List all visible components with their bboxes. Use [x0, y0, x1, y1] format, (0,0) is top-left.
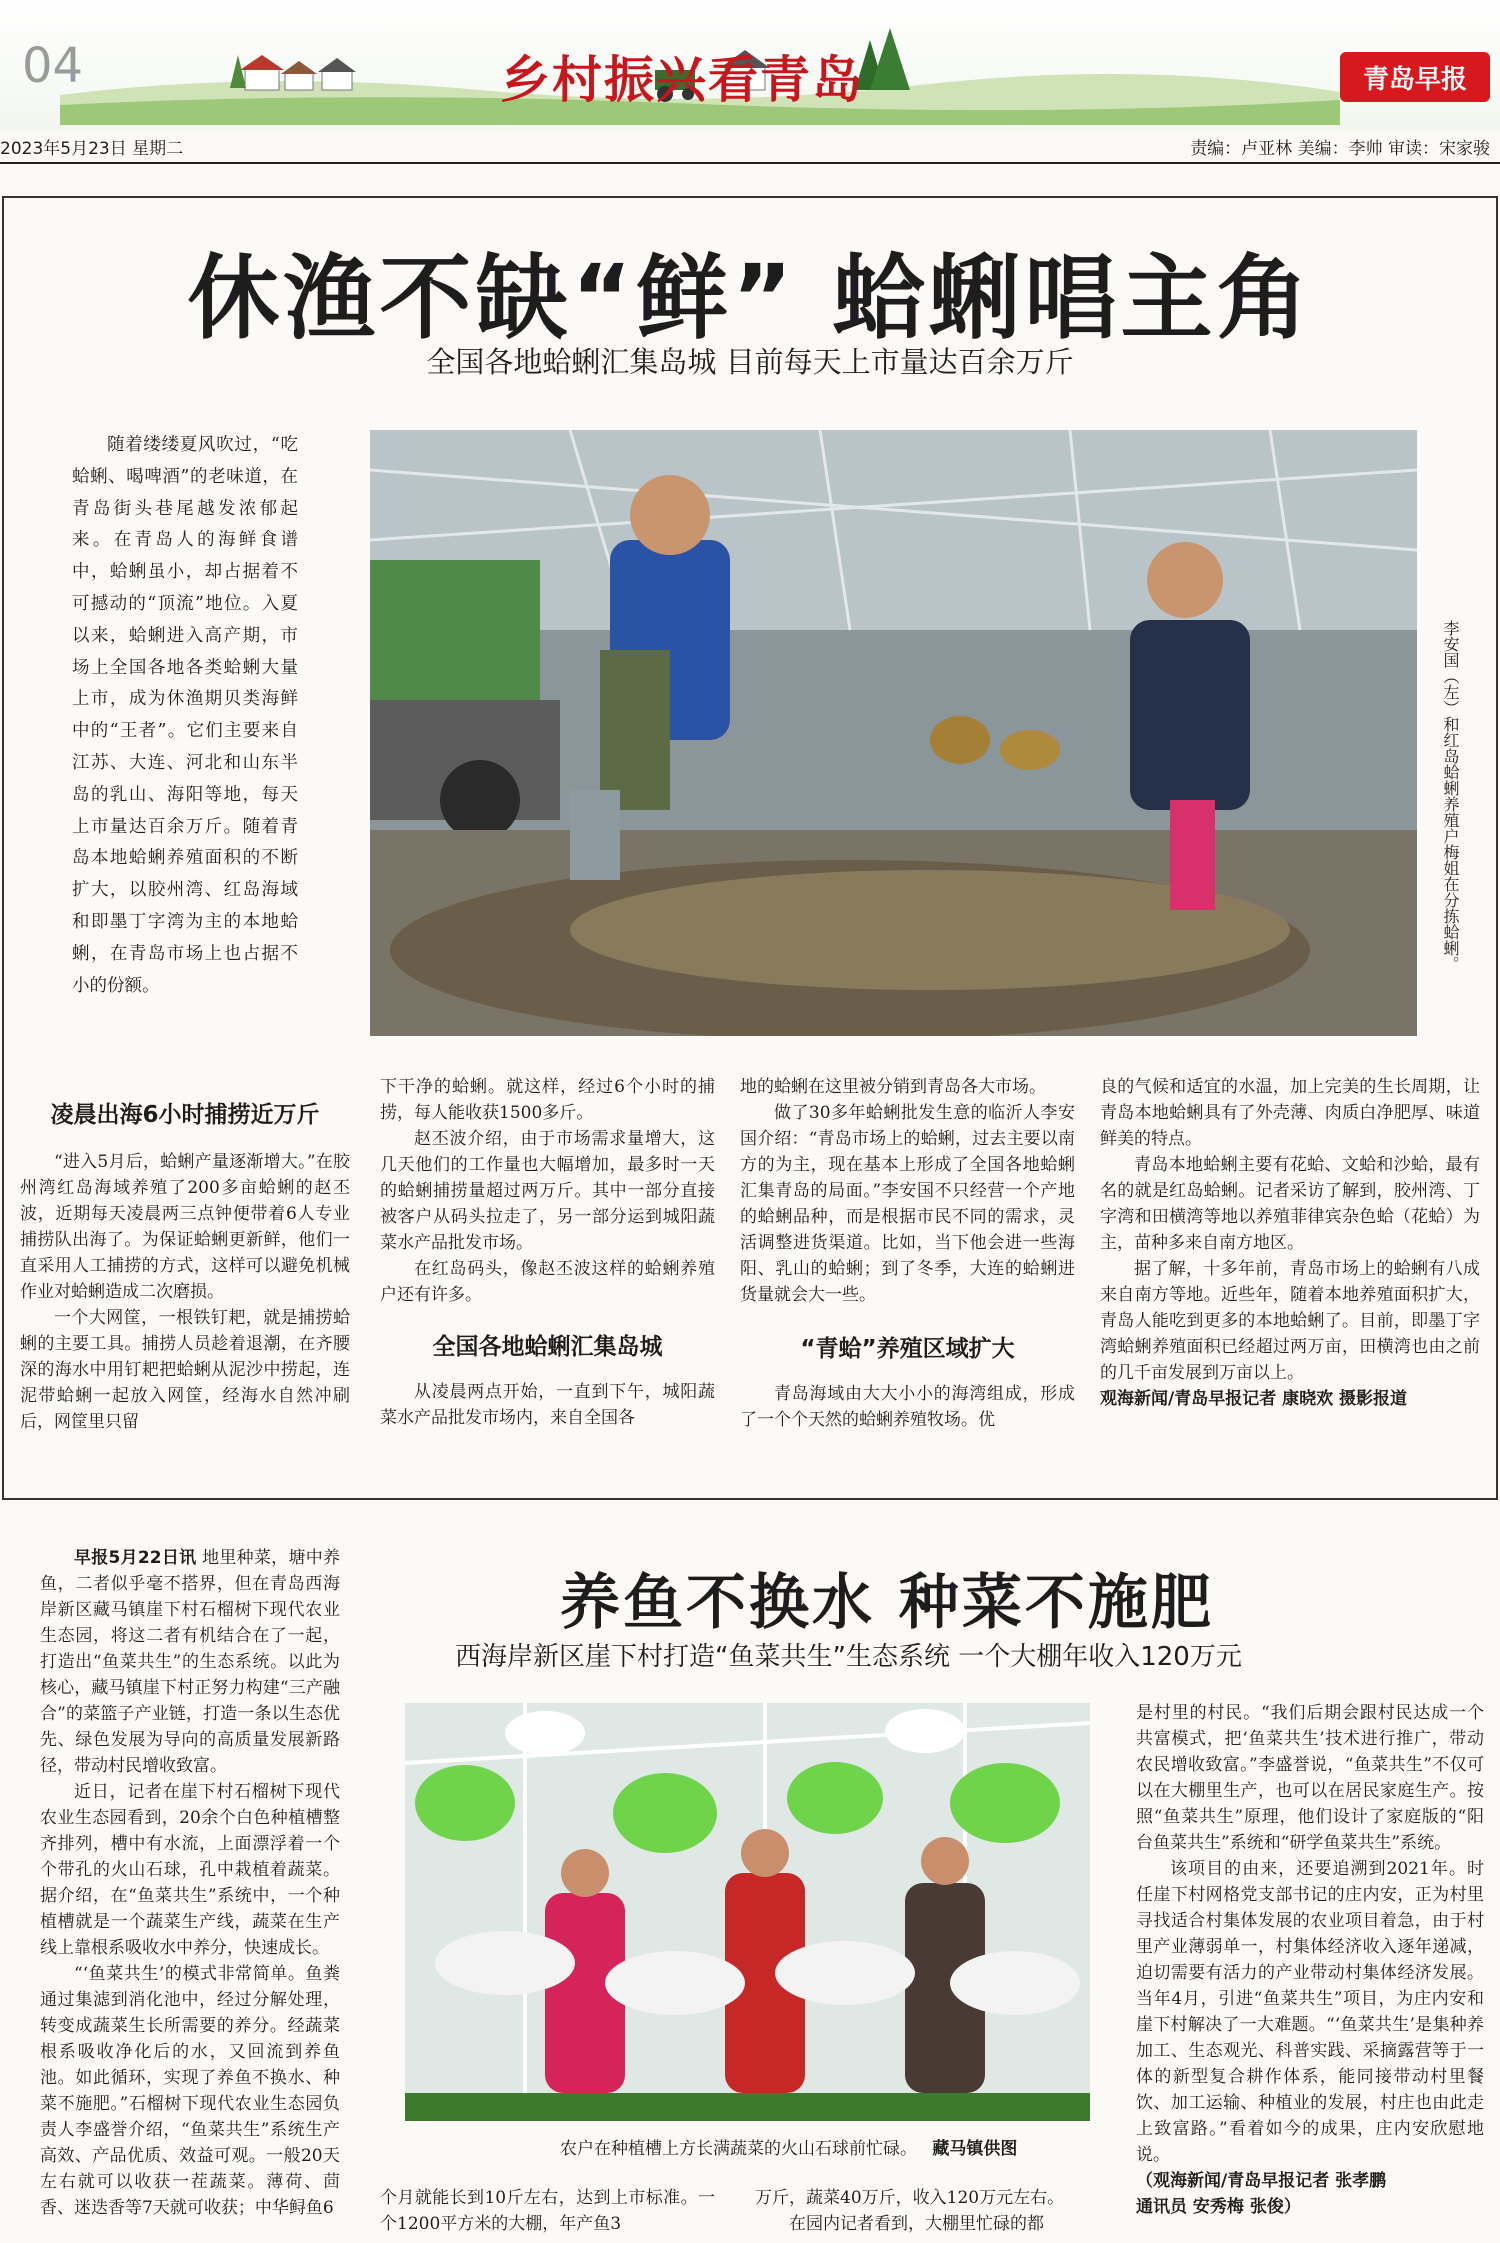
col2-body-bottom [380, 1379, 715, 1431]
col3-body-top [740, 1074, 1075, 1308]
col1-subhead: 凌晨出海6小时捕捞近万斤 [50, 1102, 320, 1128]
col1-paragraph-1: “进入5月后，蛤蜊产量逐渐增大。”在胶州湾红岛海域养殖了200多亩蛤蜊的赵丕波，近期每天凌晨两三点钟便带着6人专业捕捞队出海了。为保证蛤蜊更新鲜，他们一直采用人工捕捞的方式，这样可以避免机械作业对蛤蜊造成二次磨损。 [20, 1152, 350, 1302]
col2-paragraph-4: 从凌晨两点开始，一直到下午，城阳蔬菜水产品批发市场内，来自全国各 [380, 1382, 715, 1428]
story1-col4 [1100, 1074, 1480, 1412]
col3-paragraph-1: 地的蛤蜊在这里被分销到青岛各大市场。 [740, 1077, 1046, 1097]
story1-lead [72, 430, 298, 1002]
section-title: 乡村振兴看青岛 [500, 51, 864, 109]
story1-col2 [380, 1074, 715, 1431]
left-paragraph-2: 近日，记者在崖下村石榴树下现代农业生态园看到，20余个白色种植槽整齐排列，槽中有水流，上面漂浮着一个个带孔的火山石球，孔中栽植着蔬菜。据介绍，在“鱼菜共生”系统中，一个种植槽就是一个蔬菜生产线，蔬菜在生产线上靠根系吸收水中养分，快速成长。 [40, 1782, 340, 1958]
col3-subhead: “青蛤”养殖区域扩大 [800, 1336, 1015, 1362]
left-paragraph-3: “‘鱼菜共生’的模式非常简单。鱼粪通过集滤到消化池中，经过分解处理，转变成蔬菜生长所需要的养分。经蔬菜根系吸收净化后的水，又回流到养鱼池。如此循环，实现了养鱼不换水、种菜不施肥。”石榴树下现代农业生态园负责人李盛誉介绍，“鱼菜共生”系统生产高效、产品优质、效益可观。一般20天左右就可以收获一茬蔬菜。薄荷、茴香、迷迭香等7天就可收获；中华鲟鱼6 [40, 1964, 340, 2218]
story2-mid-col-b [755, 2185, 1090, 2237]
mid-paragraph-3: 在园内记者看到，大棚里忙碌的都 [789, 2214, 1044, 2234]
col4-paragraph-1: 良的气候和适宜的水温，加上完美的生长周期，让青岛本地蛤蜊具有了外壳薄、肉质白净肥厚、味道鲜美的特点。 [1100, 1077, 1480, 1149]
col2-paragraph-1: 下干净的蛤蜊。就这样，经过6个小时的捕捞，每人能收获1500多斤。 [380, 1077, 715, 1123]
story2-headline: 养鱼不换水 种菜不施肥 [560, 1568, 1214, 1638]
col4-paragraph-3: 据了解，十多年前，青岛市场上的蛤蜊有八成来自南方等地。近些年，随着本地养殖面积扩大，青岛人能吃到更多的本地蛤蜊了。目前，即墨丁字湾蛤蜊养殖面积已经超过两万亩，田横湾也由之前的几千亩发展到万亩以上。 [1100, 1259, 1480, 1383]
right-paragraph-2: 该项目的由来，还要追溯到2021年。时任崖下村网格党支部书记的庄内安，正为村里寻找适合村集体发展的农业项目着急，由于村里产业薄弱单一，村集体经济收入逐年递减，迫切需要有活力的产业带动村集体经济发展。当年4月，引进“鱼菜共生”项目，为庄内安和崖下村解决了一大难题。“‘鱼菜共生’是集种养加工、生态观光、科普实践、采摘露营等于一体的新型复合耕作体系，能同接带动村里餐饮、加工运输、种植业的发展，村庄也由此走上致富路。”看着如今的成果，庄内安欣慰地说。 [1136, 1859, 1484, 2165]
col3-paragraph-3: 青岛海域由大大小小的海湾组成，形成了一个个天然的蛤蜊养殖牧场。优 [740, 1384, 1075, 1430]
clam-market-photo [370, 430, 1417, 1036]
lead-paragraph: 随着缕缕夏风吹过，“吃蛤蜊、喝啤酒”的老味道，在青岛街头巷尾越发浓郁起来。在青岛人的海鲜食谱中，蛤蜊虽小，却占据着不可撼动的“顶流”地位。入夏以来，蛤蜊进入高产期，市场上全国各地各类蛤蜊大量上市，成为休渔期贝类海鲜中的“王者”。它们主要来自江苏、大连、河北和山东半岛的乳山、海阳等地，每天上市量达百余万斤。随着青岛本地蛤蜊养殖面积的不断扩大，以胶州湾、红岛海域和即墨丁字湾为主的本地蛤蜊，在青岛市场上也占据不小的份额。 [72, 435, 298, 996]
col4-body [1100, 1074, 1480, 1412]
greenhouse-photo [405, 1703, 1090, 2121]
left-paragraph-1: 地里种菜，塘中养鱼，二者似乎毫不搭界，但在青岛西海岸新区藏马镇崖下村石榴树下现代农业生态园，将这二者有机结合在了一起，打造出“鱼菜共生”的生态系统。以此为核心，藏马镇崖下村正努力构建“三产融合”的菜篮子产业链，打造一条以生态优先、绿色发展为导向的高质量发展新路径，带动村民增收致富。 [40, 1548, 341, 1776]
col2-body-top [380, 1074, 715, 1308]
photo-caption-text: 农户在种植槽上方长满蔬菜的火山石球前忙碌。 [560, 2139, 917, 2159]
story2-byline-1: （观海新闻/青岛早报记者 张孝鹏 [1136, 2171, 1387, 2191]
story2-right-col [1136, 1700, 1484, 2220]
story2-photo-caption [560, 2134, 1017, 2159]
col3-body-bottom [740, 1381, 1075, 1433]
photo-credit: 藏马镇供图 [932, 2139, 1018, 2159]
story1-col1 [20, 1096, 350, 1435]
col1-body [20, 1149, 350, 1435]
editor-credits: 责编：卢亚林 美编：李帅 审读：宋家骏 [1190, 139, 1490, 159]
newspaper-logo: 青岛早报 [1340, 52, 1490, 102]
page-number: 04 [22, 38, 84, 94]
story1-col3 [740, 1074, 1075, 1433]
story2-byline-2: 通讯员 安秀梅 张俊） [1136, 2197, 1301, 2217]
col1-paragraph-2: 一个大网筐，一根铁钉耙，就是捕捞蛤蜊的主要工具。捕捞人员趁着退潮，在齐腰深的海水中用钉耙把蛤蜊从泥沙中捞起，连泥带蛤蜊一起放入网筐，经海水自然冲刷后，网筐里只留 [20, 1308, 350, 1432]
story2-left-col [40, 1545, 340, 2221]
story2-dateline: 早报5月22日讯 [74, 1548, 197, 1568]
story1-subheadline: 全国各地蛤蜊汇集岛城 目前每天上市量达百余万斤 [426, 345, 1074, 379]
col2-subhead: 全国各地蛤蜊汇集岛城 [432, 1334, 663, 1360]
story1-photo-caption: 李安国（左）和红岛蛤蜊养殖户梅姐在分拣蛤蜊。 [1441, 620, 1460, 972]
story1-byline: 观海新闻/青岛早报记者 康晓欢 摄影报道 [1100, 1389, 1408, 1409]
col4-paragraph-2: 青岛本地蛤蜊主要有花蛤、文蛤和沙蛤，最有名的就是红岛蛤蜊。记者采访了解到，胶州湾、丁字湾和田横湾等地以养殖菲律宾杂色蛤（花蛤）为主，苗种多来自南方地区。 [1100, 1155, 1480, 1253]
mid-paragraph-2: 万斤，蔬菜40万斤，收入120万元左右。 [755, 2188, 1065, 2208]
right-paragraph-1: 是村里的村民。“我们后期会跟村民达成一个共富模式，把‘鱼菜共生’技术进行推广，带动农民增收致富。”李盛誉说，“鱼菜共生”不仅可以在大棚里生产，也可以在居民家庭生产。按照“鱼菜共生”原理，他们设计了家庭版的“阳台鱼菜共生”系统和“研学鱼菜共生”系统。 [1136, 1703, 1484, 1853]
col3-paragraph-2: 做了30多年蛤蜊批发生意的临沂人李安国介绍：“青岛市场上的蛤蜊，过去主要以南方的为主，现在基本上形成了全国各地蛤蜊汇集青岛的局面。”李安国不只经营一个产地的蛤蜊品种，而是根据市民不同的需求，灵活调整进货渠道。比如，当下他会进一些海阳、乳山的蛤蜊；到了冬季，大连的蛤蜊进货量就会大一些。 [740, 1103, 1075, 1305]
story2-subheadline: 西海岸新区崖下村打造“鱼菜共生”生态系统 一个大棚年收入120万元 [455, 1642, 1242, 1672]
story2-mid-col-a [380, 2185, 715, 2237]
issue-date: 2023年5月23日 星期二 [0, 139, 184, 159]
masthead-rule [0, 162, 1500, 164]
story1-headline: 休渔不缺“鲜” 蛤蜊唱主角 [187, 245, 1313, 352]
mid-paragraph-1: 个月就能长到10斤左右，达到上市标准。一个1200平方米的大棚，年产鱼3 [380, 2188, 715, 2234]
col2-paragraph-3: 在红岛码头，像赵丕波这样的蛤蜊养殖户还有许多。 [380, 1259, 715, 1305]
col2-paragraph-2: 赵丕波介绍，由于市场需求量增大，这几天他们的工作量也大幅增加，最多时一天的蛤蜊捕捞量超过两万斤。其中一部分直接被客户从码头拉走了，另一部分运到城阳蔬菜水产品批发市场。 [380, 1129, 715, 1253]
